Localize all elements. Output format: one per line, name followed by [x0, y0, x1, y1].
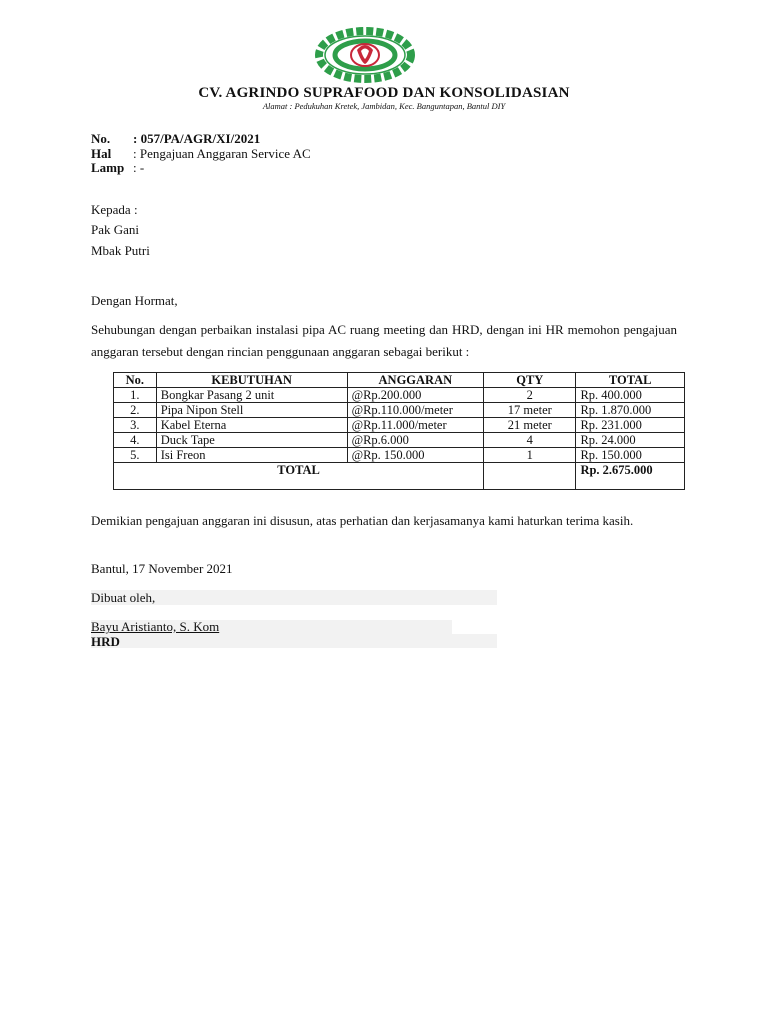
cell-kebutuhan: Duck Tape — [156, 433, 347, 448]
col-header-qty: QTY — [484, 373, 576, 388]
number-label: No. — [91, 131, 111, 146]
table-row — [114, 388, 685, 403]
table-row — [114, 403, 685, 418]
greeting: Dengan Hormat, — [91, 293, 178, 308]
attachment-label: Lamp — [91, 160, 125, 175]
cell-anggaran: @Rp.11.000/meter — [347, 418, 484, 433]
cell-qty: 21 meter — [484, 418, 576, 433]
cell-total: Rp. 150.000 — [576, 448, 685, 463]
cell-no: 2. — [114, 403, 157, 418]
letter-number-line — [91, 131, 260, 146]
signer-name: Bayu Aristianto, S. Kom — [91, 619, 220, 634]
col-header-anggaran: ANGGARAN — [347, 373, 484, 388]
cell-anggaran: @Rp.200.000 — [347, 388, 484, 403]
table-total-row — [114, 463, 685, 490]
budget-table — [113, 372, 685, 490]
cell-no: 3. — [114, 418, 157, 433]
subject-label: Hal — [91, 146, 112, 161]
company-name: CV. AGRINDO SUPRAFOOD DAN KONSOLIDASIAN — [198, 85, 570, 101]
recipient-2: Mbak Putri — [91, 243, 150, 258]
subject-line — [91, 146, 311, 161]
table-header-row — [114, 373, 685, 388]
intro-paragraph: Sehubungan dengan perbaikan instalasi pipa AC ruang meeting dan HRD, dengan ini HR memohon pengajuan anggaran tersebut dengan rincian penggunaan anggaran sebagai berikut : — [91, 322, 677, 359]
col-header-no: No. — [114, 373, 157, 388]
cell-qty: 4 — [484, 433, 576, 448]
closing-paragraph: Demikian pengajuan anggaran ini disusun, atas perhatian dan kerjasamanya kami haturkan terima kasih. — [91, 513, 634, 528]
table-row — [114, 433, 685, 448]
cell-kebutuhan: Isi Freon — [156, 448, 347, 463]
col-header-total: TOTAL — [576, 373, 685, 388]
cell-no: 5. — [114, 448, 157, 463]
cell-kebutuhan: Kabel Eterna — [156, 418, 347, 433]
total-qty-empty — [484, 463, 576, 490]
cell-kebutuhan: Pipa Nipon Stell — [156, 403, 347, 418]
total-label: TOTAL — [114, 463, 484, 490]
signer-role-shade — [91, 634, 497, 648]
cell-total: Rp. 24.000 — [576, 433, 685, 448]
logo-center-emblem — [351, 44, 379, 66]
recipient-heading: Kepada : — [91, 202, 138, 217]
cell-total: Rp. 400.000 — [576, 388, 685, 403]
col-header-kebutuhan: KEBUTUHAN — [156, 373, 347, 388]
signer-role: HRD — [91, 634, 120, 649]
attachment-line — [91, 160, 144, 175]
cell-anggaran: @Rp.6.000 — [347, 433, 484, 448]
subject-value: : Pengajuan Anggaran Service AC — [133, 146, 311, 161]
table-row — [114, 418, 685, 433]
cell-total: Rp. 231.000 — [576, 418, 685, 433]
cell-anggaran: @Rp.110.000/meter — [347, 403, 484, 418]
cell-anggaran: @Rp. 150.000 — [347, 448, 484, 463]
place-date: Bantul, 17 November 2021 — [91, 561, 233, 576]
made-by: Dibuat oleh, — [91, 590, 156, 605]
company-address: Alamat : Pedukuhan Kretek, Jambidan, Kec. Banguntapan, Bantul DIY — [262, 101, 506, 111]
cell-kebutuhan: Bongkar Pasang 2 unit — [156, 388, 347, 403]
cell-no: 1. — [114, 388, 157, 403]
attachment-value: : - — [133, 160, 145, 175]
cell-total: Rp. 1.870.000 — [576, 403, 685, 418]
cell-no: 4. — [114, 433, 157, 448]
table-row — [114, 448, 685, 463]
number-value: : 057/PA/AGR/XI/2021 — [133, 131, 261, 146]
company-seal-logo-icon — [309, 26, 421, 84]
cell-qty: 2 — [484, 388, 576, 403]
recipient-1: Pak Gani — [91, 222, 140, 237]
cell-qty: 1 — [484, 448, 576, 463]
total-value: Rp. 2.675.000 — [576, 463, 685, 490]
cell-qty: 17 meter — [484, 403, 576, 418]
